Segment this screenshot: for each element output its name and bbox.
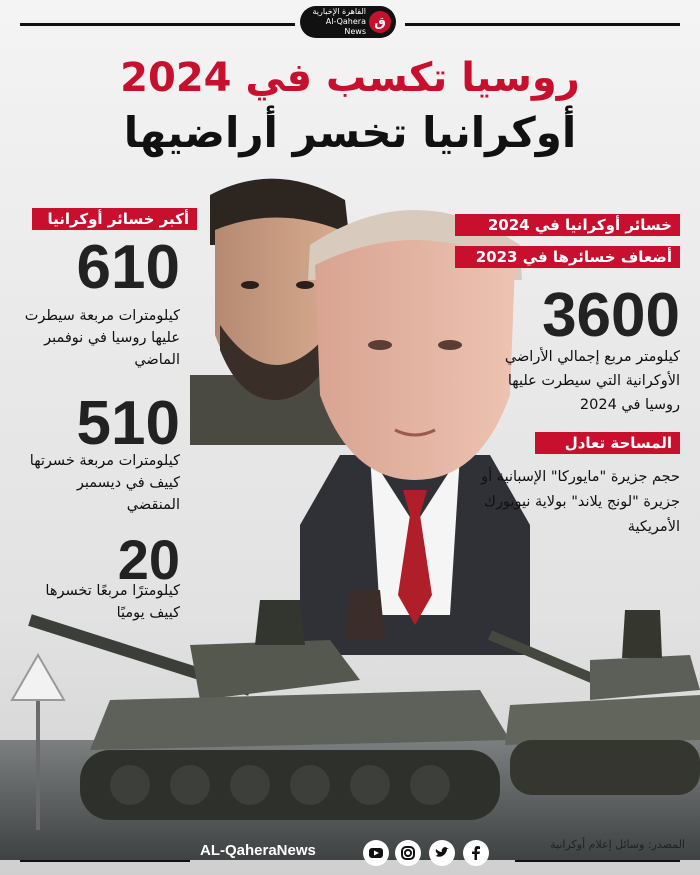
equal-label: المساحة تعادل — [535, 432, 680, 454]
logo-english: Al-Qahera News — [325, 17, 366, 36]
stat-510-text: كيلومترات مربعة خسرتها كييف في ديسمبر المنقضي — [29, 453, 180, 513]
stat-510-value: 510 — [76, 389, 180, 458]
youtube-icon[interactable] — [363, 840, 389, 866]
brand-handle: AL-QaheraNews — [200, 842, 316, 859]
headline-red: روسيا تكسب في 2024 — [120, 55, 580, 101]
equal-text: حجم جزيرة "مايوركا" الإسبانية أو جزيرة "لونج يلاند" بولاية نيويورك الأمريكية — [481, 469, 680, 535]
footer-line-left — [20, 860, 190, 862]
facebook-icon[interactable] — [463, 840, 489, 866]
headline-black: أوكرانيا تخسر أراضيها — [123, 108, 577, 157]
source-note: المصدر: وسائل إعلام أوكرانية — [550, 838, 685, 851]
stat-3600-value: 3600 — [542, 281, 680, 350]
instagram-icon[interactable] — [395, 840, 421, 866]
stat-20-text: كيلومترًا مربعًا تخسرها كييف يوميًا — [45, 583, 180, 621]
logo-arabic: القاهرة الإخبارية — [312, 7, 366, 16]
logo-mark-icon: ق — [369, 11, 391, 33]
right-label-2: أضعاف خسائرها في 2023 — [455, 246, 680, 268]
header-line-left — [20, 23, 295, 26]
tanks-scene — [0, 590, 700, 860]
left-label: أكبر خسائر أوكرانيا — [32, 208, 197, 230]
main-tank — [30, 590, 510, 820]
stat-3600-text: كيلومتر مربع إجمالي الأراضي الأوكرانية التي سيطرت عليها روسيا في 2024 — [504, 349, 680, 413]
twitter-icon[interactable] — [429, 840, 455, 866]
stat-610-value: 610 — [76, 233, 180, 302]
stat-20-value: 20 — [117, 528, 180, 591]
header-line-right — [405, 23, 680, 26]
channel-logo — [300, 6, 396, 38]
right-tank — [490, 610, 700, 795]
stat-610-text: كيلومترات مربعة سيطرت عليها روسيا في نوفمبر الماضي — [24, 308, 180, 368]
footer-line-right — [515, 860, 680, 862]
right-label-1: خسائر أوكرانيا في 2024 — [455, 214, 680, 236]
